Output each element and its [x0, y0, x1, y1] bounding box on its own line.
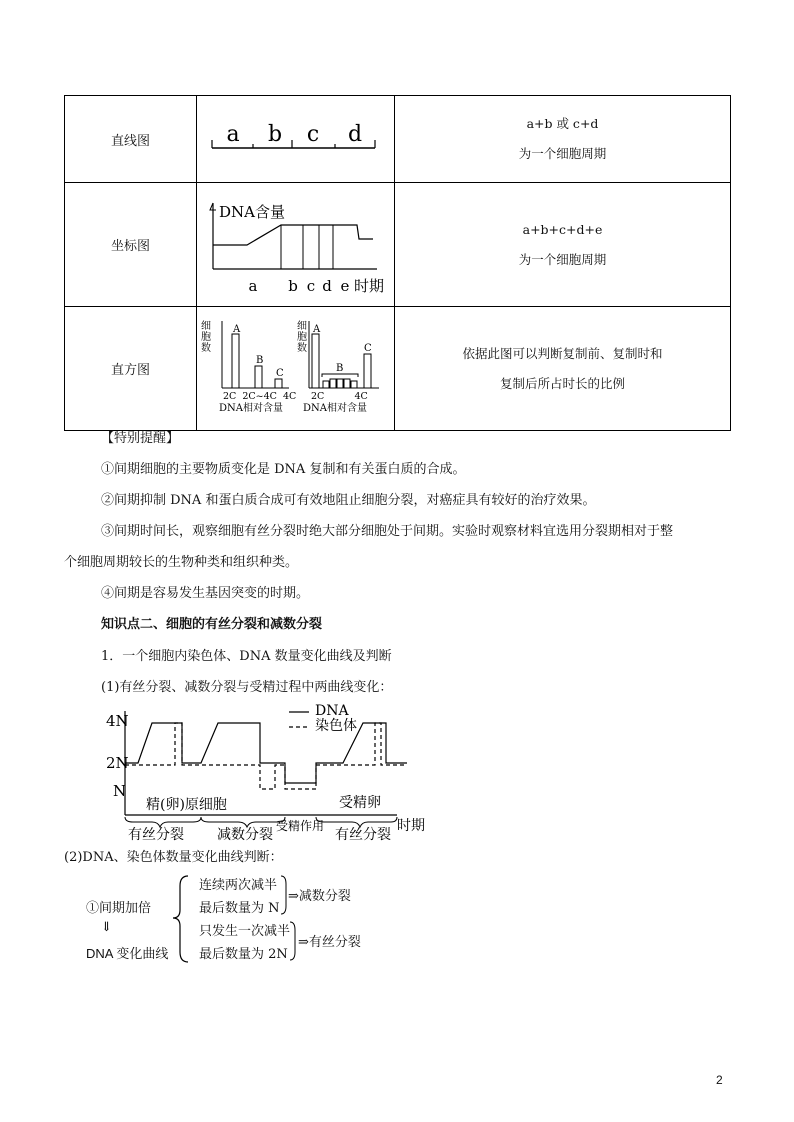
branch-1-line-1: 连续两次减半: [199, 878, 278, 893]
table-row: [65, 183, 731, 307]
branch-2-result: ⇒有丝分裂: [298, 935, 361, 950]
section-heading: 知识点二、细胞的有丝分裂和减数分裂: [101, 617, 323, 632]
row-label-line-chart: 直线图: [65, 96, 197, 183]
right-x-label: DNA相对含量: [303, 403, 367, 414]
zygote-label: 受精卵: [339, 795, 381, 811]
dna-content-axis-label: DNA含量: [219, 203, 285, 221]
reminder-item-4: ④间期是容易发生基因突变的时期。: [101, 586, 310, 601]
time-axis-label: 时期: [354, 277, 385, 295]
left-bar-a: [232, 334, 239, 388]
right-bar-c: [364, 354, 371, 388]
reminder-item-3-continued: 个细胞周期较长的生物种类和组织种类。: [64, 555, 299, 570]
row-label-coordinate-chart: 坐标图: [65, 183, 197, 307]
branch-2-line-1: 只发生一次减半: [199, 924, 291, 939]
segment-c-label: c: [306, 122, 320, 147]
x-tick-d: d: [322, 277, 332, 295]
row-description: [395, 183, 731, 307]
desc-line-1: a+b+c+d+e: [522, 221, 603, 237]
x-tick-c: c: [306, 277, 316, 295]
left-bar-b-label: B: [256, 355, 264, 366]
reminder-item-2: ②间期抑制 DNA 和蛋白质合成可有效地阻止细胞分裂，对癌症具有较好的治疗效果。: [101, 493, 596, 508]
legend-chromosome: 染色体: [315, 718, 357, 734]
section-item-1: 1．一个细胞内染色体、DNA 数量变化曲线及判断: [101, 649, 392, 664]
left-bar-c-label: C: [276, 368, 284, 379]
x-tick-a: a: [248, 277, 258, 295]
left-y-label-3: 数: [201, 343, 211, 354]
phase-meiosis: 减数分裂: [217, 827, 273, 843]
cell-cycle-representation-table: [64, 95, 731, 431]
line-segment-figure: [197, 96, 394, 178]
desc-line-2: 复制后所占时长的比例: [499, 375, 625, 391]
branch-1-line-2: 最后数量为 N: [199, 901, 280, 916]
down-arrow-icon: ⇓: [101, 920, 112, 935]
desc-line-1: a+b 或 c+d: [526, 116, 599, 131]
segment-a-label: a: [226, 122, 240, 147]
left-x-ticks: 2C 2C~4C 4C: [223, 391, 297, 402]
right-x-ticks: 2C 4C: [311, 391, 368, 402]
x-tick-b: b: [288, 277, 298, 295]
right-y-label-1: 细: [297, 321, 307, 332]
left-x-label: DNA相对含量: [219, 403, 283, 414]
segment-d-label: d: [347, 122, 363, 147]
y-label-n: N: [113, 782, 127, 800]
legend-dna: DNA: [315, 703, 349, 719]
reminder-title: 【特别提醒】: [101, 431, 180, 446]
reminder-item-3: ③间期时间长，观察细胞有丝分裂时绝大部分细胞处于间期。实验时观察材料宜选用分裂期相对于整: [101, 524, 674, 539]
desc-line-2: 为一个细胞周期: [518, 251, 607, 267]
cell-count-histograms: [197, 307, 394, 426]
judgment-left-2: DNA 变化曲线: [86, 946, 169, 961]
left-y-label-1: 细: [201, 321, 211, 332]
judgment-left-1: ①间期加倍: [86, 901, 152, 916]
branch-2-line-2: 最后数量为 2N: [199, 947, 288, 962]
y-label-4n: 4N: [106, 712, 129, 730]
dna-chromosome-curve-chart: [95, 697, 445, 843]
right-y-label-3: 数: [297, 343, 307, 354]
row-description: [395, 96, 731, 183]
table-row: [65, 307, 731, 431]
row-label-histogram: 直方图: [65, 307, 197, 431]
y-label-2n: 2N: [106, 754, 129, 772]
x-axis-time-label: 时期: [397, 818, 425, 834]
right-y-label-2: 胞: [297, 332, 307, 343]
chromosome-curve: [125, 723, 407, 789]
page-number: 2: [716, 1073, 723, 1087]
dna-content-coordinate-figure: [197, 183, 394, 302]
phase-mitosis-2: 有丝分裂: [335, 827, 391, 843]
dna-curve: [125, 723, 407, 783]
left-y-label-2: 胞: [201, 332, 211, 343]
reminder-item-1: ①间期细胞的主要物质变化是 DNA 复制和有关蛋白质的合成。: [101, 462, 466, 477]
line-figure-cell: [197, 96, 395, 183]
phase-fertilization: 受精作用: [276, 819, 325, 833]
section-subitem-2: (2)DNA、染色体数量变化曲线判断：: [64, 850, 283, 865]
x-tick-e: e: [340, 277, 350, 295]
desc-line-2: 为一个细胞周期: [518, 146, 607, 161]
brace-icon: [170, 872, 200, 964]
right-bar-c-label: C: [364, 343, 372, 354]
phase-mitosis-1: 有丝分裂: [128, 827, 184, 843]
left-bar-c: [275, 379, 282, 388]
left-bar-b: [255, 366, 262, 388]
germline-cell-label: 精(卵)原细胞: [146, 797, 227, 813]
right-bar-a: [312, 334, 319, 388]
section-subitem-1: (1)有丝分裂、减数分裂与受精过程中两曲线变化：: [101, 680, 393, 695]
row-description: [395, 307, 731, 431]
desc-line-1: 依据此图可以判断复制前、复制时和: [462, 345, 663, 361]
branch-1-result: ⇒减数分裂: [288, 889, 351, 904]
segment-b-label: b: [267, 122, 283, 147]
right-bar-b-label: B: [336, 363, 344, 374]
coordinate-figure-cell: [197, 183, 395, 307]
table-row: [65, 96, 731, 183]
right-bar-a-label: A: [313, 324, 321, 335]
left-bar-a-label: A: [233, 324, 241, 335]
histogram-figure-cell: [197, 307, 395, 431]
